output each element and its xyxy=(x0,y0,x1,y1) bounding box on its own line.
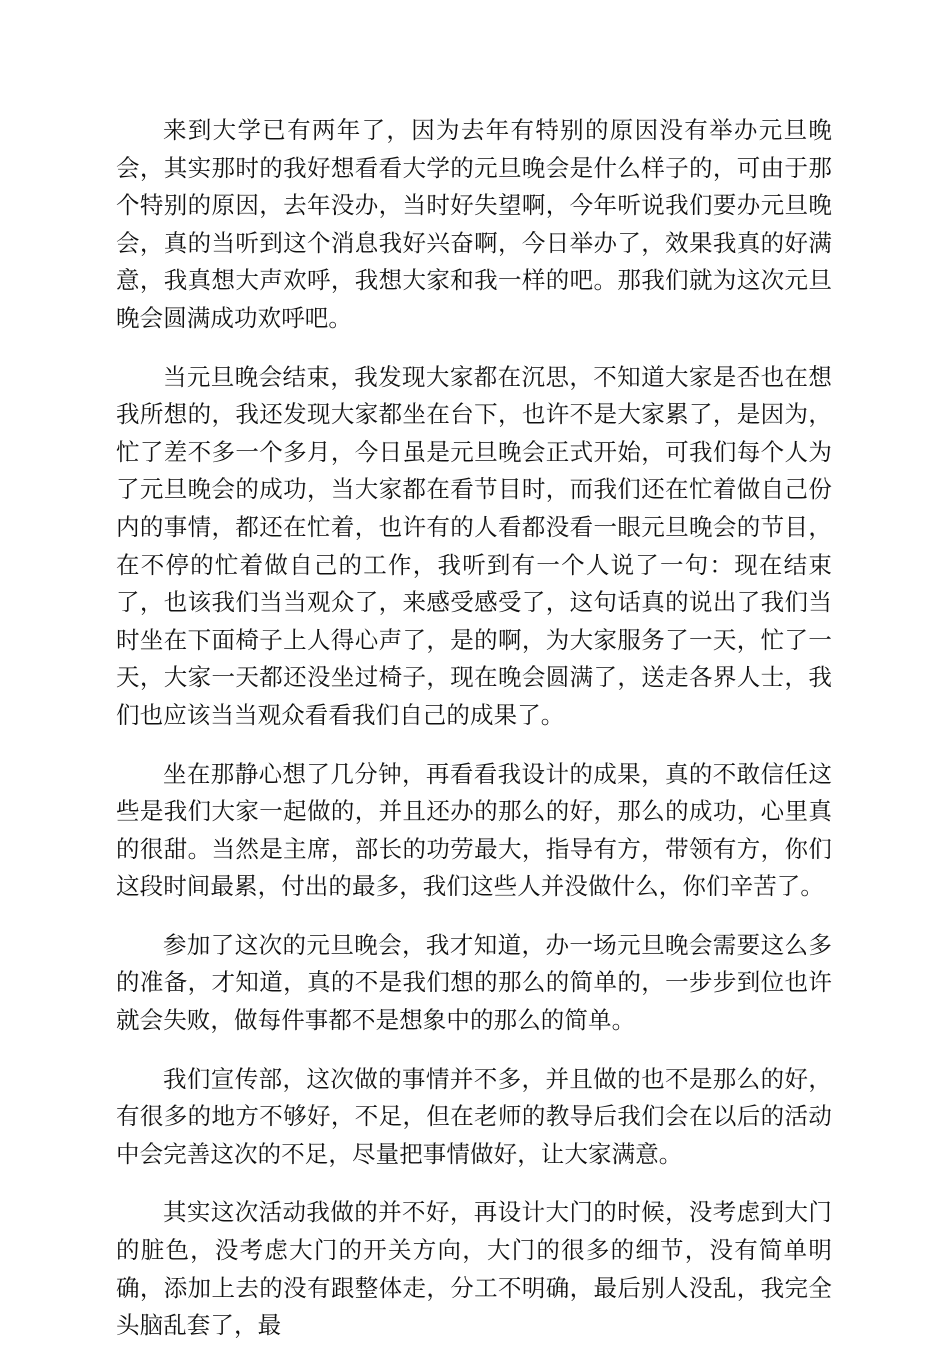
document-body xyxy=(116,112,832,1366)
paragraph-5: 我们宣传部，这次做的事情并不多，并且做的也不是那么的好，有很多的地方不够好，不足，但在老师的教导后我们会在以后的活动中会完善这次的不足，尽量把事情做好，让大家满意。 xyxy=(116,1064,832,1168)
paragraph-3: 坐在那静心想了几分钟，再看看我设计的成果，真的不敢信任这些是我们大家一起做的，并且还办的那么的好，那么的成功，心里真的很甜。当然是主席，部长的功劳最大，指导有方，带领有方，你们这段时间最累，付出的最多，我们这些人并没做什么，你们辛苦了。 xyxy=(116,759,832,901)
paragraph-2: 当元旦晚会结束，我发现大家都在沉思，不知道大家是否也在想我所想的，我还发现大家都坐在台下，也许不是大家累了，是因为，忙了差不多一个多月，今日虽是元旦晚会正式开始，可我们每个人为了元旦晚会的成功，当大家都在看节目时，而我们还在忙着做自己份内的事情，都还在忙着，也许有的人看都没看一眼元旦晚会的节目，在不停的忙着做自己的工作，我听到有一个人说了一句：现在结束了，也该我们当当观众了，来感受感受了，这句话真的说出了我们当时坐在下面椅子上人得心声了，是的啊，为大家服务了一天，忙了一天，大家一天都还没坐过椅子，现在晚会圆满了，送走各界人士，我们也应该当当观众看看我们自己的成果了。 xyxy=(116,362,832,729)
paragraph-1: 来到大学已有两年了，因为去年有特别的原因没有举办元旦晚会，其实那时的我好想看看大学的元旦晚会是什么样子的，可由于那个特别的原因，去年没办，当时好失望啊，今年听说我们要办元旦晚会，真的当听到这个消息我好兴奋啊，今日举办了，效果我真的好满意，我真想大声欢呼，我想大家和我一样的吧。那我们就为这次元旦晚会圆满成功欢呼吧。 xyxy=(116,116,832,332)
paragraph-6: 其实这次活动我做的并不好，再设计大门的时候，没考虑到大门的脏色，没考虑大门的开关方向，大门的很多的细节，没有简单明确，添加上去的没有跟整体走，分工不明确，最后别人没乱，我完全头脑乱套了，最 xyxy=(116,1198,832,1340)
paragraph-4: 参加了这次的元旦晚会，我才知道，办一场元旦晚会需要这么多的准备，才知道，真的不是我们想的那么的简单的，一步步到位也许就会失败，做每件事都不是想象中的那么的简单。 xyxy=(116,930,832,1035)
